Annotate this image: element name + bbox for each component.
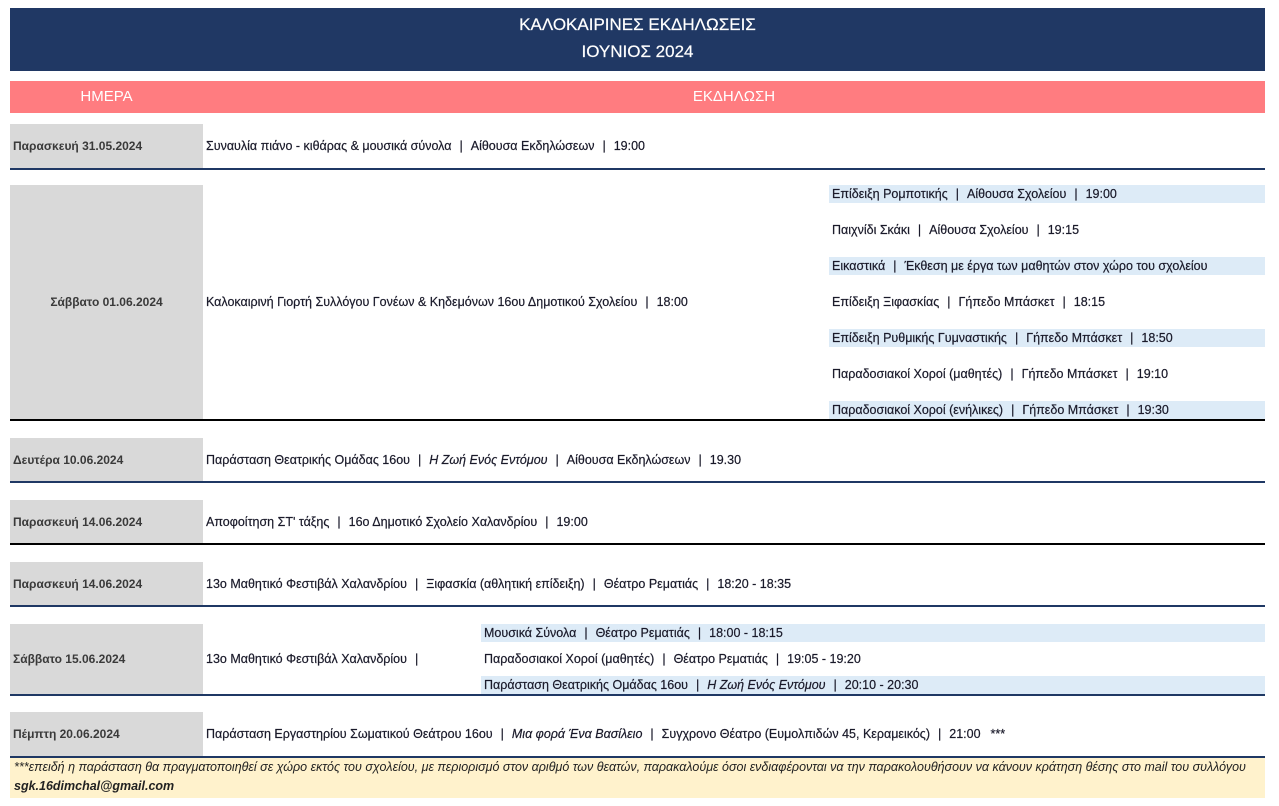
sub-event-time: 19:10 [1136, 367, 1169, 381]
sub-event-title: Επίδειξη Ξιφασκίας [832, 295, 940, 309]
event-time: 21:00 [949, 727, 981, 741]
schedule-row [10, 438, 1265, 483]
event-activity: Ξιφασκία (αθλητική επίδειξη) [426, 576, 585, 591]
sub-event-title: Παραδοσιακοί Χοροί (ενήλικες) [832, 403, 1004, 417]
separator: | [698, 452, 702, 467]
event-venue: 16ο Δημοτικό Σχολείο Χαλανδρίου [348, 514, 538, 529]
sub-event-venue: Αίθουσα Σχολείου [966, 187, 1067, 201]
sub-event-time: 19:15 [1047, 223, 1080, 237]
column-header-row [10, 81, 1265, 113]
separator: | [414, 652, 419, 666]
schedule-row [10, 562, 1265, 607]
separator: | [833, 678, 837, 692]
event-time: 19:00 [613, 139, 645, 153]
day-cell: Παρασκευή 31.05.2024 [10, 124, 203, 168]
separator: | [545, 514, 549, 529]
event-title: Παράσταση Θεατρικής Ομάδας 16ου [206, 452, 411, 467]
separator: | [1014, 331, 1019, 345]
event-venue: Συγχρονο Θέατρο (Ευμολπιδών 45, Κεραμεικός) [661, 727, 930, 741]
event-cell [206, 185, 688, 419]
separator: | [775, 652, 780, 666]
day-cell: Δευτέρα 10.06.2024 [10, 438, 203, 481]
sub-event-venue: Θέατρο Ρεματιάς [595, 626, 690, 640]
separator: | [1010, 367, 1014, 381]
separator: | [584, 626, 588, 640]
sub-event-venue: Γήπεδο Μπάσκετ [958, 295, 1055, 309]
event-cell [206, 624, 426, 694]
separator: | [917, 223, 922, 237]
separator: | [414, 576, 419, 591]
day-cell: Σάββατο 15.06.2024 [10, 624, 203, 694]
day-cell: Παρασκευή 14.06.2024 [10, 500, 203, 543]
event-title: Καλοκαιρινή Γιορτή Συλλόγου Γονέων & Κηδεμόνων 16ου Δημοτικού Σχολείου [206, 295, 638, 309]
event-venue: Αίθουσα Εκδηλώσεων [566, 452, 691, 467]
sub-event [829, 365, 1265, 383]
column-header-event: ΕΚΔΗΛΩΣΗ [692, 88, 776, 105]
event-title: Παράσταση Εργαστηρίου Σωματικού Θεάτρου 16ου [206, 727, 493, 741]
separator: | [955, 187, 959, 201]
sub-event [481, 676, 1265, 694]
event-title: 13ο Μαθητικό Φεστιβάλ Χαλανδρίου [206, 576, 407, 591]
separator: | [662, 652, 666, 666]
separator: | [696, 678, 700, 692]
event-venue: Θέατρο Ρεματιάς [603, 576, 699, 591]
sub-event-time: 18:15 [1073, 295, 1106, 309]
separator: | [418, 452, 422, 467]
separator: | [1074, 187, 1078, 201]
schedule-row [10, 500, 1265, 545]
sub-event-title: Εικαστικά [832, 259, 886, 273]
sub-event [481, 624, 1265, 642]
event-play-title: Η Ζωή Ενός Εντόμου [429, 452, 548, 467]
sub-event [829, 329, 1265, 347]
separator: | [706, 576, 710, 591]
sub-event-time: 19:00 [1085, 187, 1117, 201]
sub-event-title: Επίδειξη Ρομποτικής [832, 187, 948, 201]
separator: | [1126, 403, 1130, 417]
sub-event-venue: Θέατρο Ρεματιάς [673, 652, 768, 666]
separator: | [555, 452, 559, 467]
separator: | [1130, 331, 1134, 345]
event-time: 18:00 [656, 295, 688, 309]
separator: | [602, 139, 606, 153]
schedule-row [10, 124, 1265, 170]
sub-event-title: Επίδειξη Ρυθμικής Γυμναστικής [832, 331, 1007, 345]
separator: | [592, 576, 596, 591]
sub-event-title: Παράσταση Θεατρικής Ομάδας 16ου [484, 678, 689, 692]
separator: | [1062, 295, 1066, 309]
separator: | [1011, 403, 1015, 417]
footnote-marker: *** [990, 727, 1006, 741]
sub-event-venue: Γήπεδο Μπάσκετ [1021, 367, 1118, 381]
footnote-email: sgk.16dimchal@gmail.com [14, 779, 175, 793]
sub-event-time: 18:00 - 18:15 [709, 626, 783, 640]
event-play-title: Μια φορά Ένα Βασίλειο [511, 727, 643, 741]
separator: | [1036, 223, 1040, 237]
separator: | [337, 514, 341, 529]
sub-event-time: 19:30 [1137, 403, 1169, 417]
day-cell: Πέμπτη 20.06.2024 [10, 712, 203, 756]
sub-event-title: Παραδοσιακοί Χοροί (μαθητές) [484, 652, 655, 666]
day-cell: Σάββατο 01.06.2024 [10, 185, 203, 419]
separator: | [500, 727, 504, 741]
sub-event-title: Παραδοσιακοί Χοροί (μαθητές) [832, 367, 1003, 381]
event-title: Συναυλία πιάνο - κιθάρας & μουσικά σύνολα [206, 139, 452, 153]
sub-event [829, 185, 1265, 203]
event-cell [206, 124, 645, 168]
separator: | [697, 626, 702, 640]
day-cell: Παρασκευή 14.06.2024 [10, 562, 203, 605]
footnote [10, 758, 1265, 798]
sub-event-venue: Έκθεση με έργα των μαθητών στον χώρο του σχολείου [904, 259, 1208, 273]
event-time: 18:20 - 18:35 [717, 576, 792, 591]
schedule-row [10, 185, 1265, 421]
separator: | [459, 139, 463, 153]
page-title [10, 8, 1265, 71]
sub-event [829, 293, 1265, 311]
schedule-row [10, 624, 1265, 696]
title-line-month: ΙΟΥΝΙΟΣ 2024 [581, 42, 694, 61]
sub-event-title: Παιχνίδι Σκάκι [832, 223, 910, 237]
event-cell [206, 438, 741, 481]
separator: | [650, 727, 654, 741]
event-cell [206, 500, 588, 543]
title-line-events: ΚΑΛΟΚΑΙΡΙΝΕΣ ΕΚΔΗΛΩΣΕΙΣ [519, 15, 756, 34]
event-title: 13ο Μαθητικό Φεστιβάλ Χαλανδρίου [206, 652, 407, 666]
sub-event-time: 20:10 - 20:30 [844, 678, 919, 692]
sub-event [829, 221, 1265, 239]
event-venue: Αίθουσα Εκδηλώσεων [470, 139, 595, 153]
sub-event-venue: Αίθουσα Σχολείου [929, 223, 1029, 237]
footnote-text: ***επειδή η παράσταση θα πραγματοποιηθεί σε χώρο εκτός του σχολείου, με περιορισμό στον αριθμό των θεατών, παρακαλούμε όσοι ενδιαφέρονται να την παρακολουθήσουν να κάνουν κράτηση θέσης στο mail του συλλόγου [14, 760, 1246, 774]
schedule-row [10, 712, 1265, 758]
event-time: 19.30 [709, 452, 742, 467]
sub-event-venue: Γήπεδο Μπάσκετ [1022, 403, 1119, 417]
column-header-day: ΗΜΕΡΑ [80, 88, 133, 105]
separator: | [947, 295, 951, 309]
sub-event-play-title: Η Ζωή Ενός Εντόμου [707, 678, 826, 692]
sub-event [481, 650, 1265, 668]
separator: | [645, 295, 649, 309]
event-time: 19:00 [556, 514, 588, 529]
separator: | [1125, 367, 1129, 381]
event-cell [206, 562, 791, 605]
separator: | [893, 259, 897, 273]
sub-event-title: Μουσικά Σύνολα [484, 626, 577, 640]
sub-event-venue: Γήπεδο Μπάσκετ [1026, 331, 1123, 345]
sub-event-time: 18:50 [1141, 331, 1173, 345]
event-title: Αποφοίτηση ΣΤ' τάξης [206, 514, 330, 529]
sub-event [829, 257, 1265, 275]
separator: | [938, 727, 942, 741]
sub-event-time: 19:05 - 19:20 [787, 652, 861, 666]
event-cell [206, 712, 1005, 756]
sub-event [829, 401, 1265, 419]
